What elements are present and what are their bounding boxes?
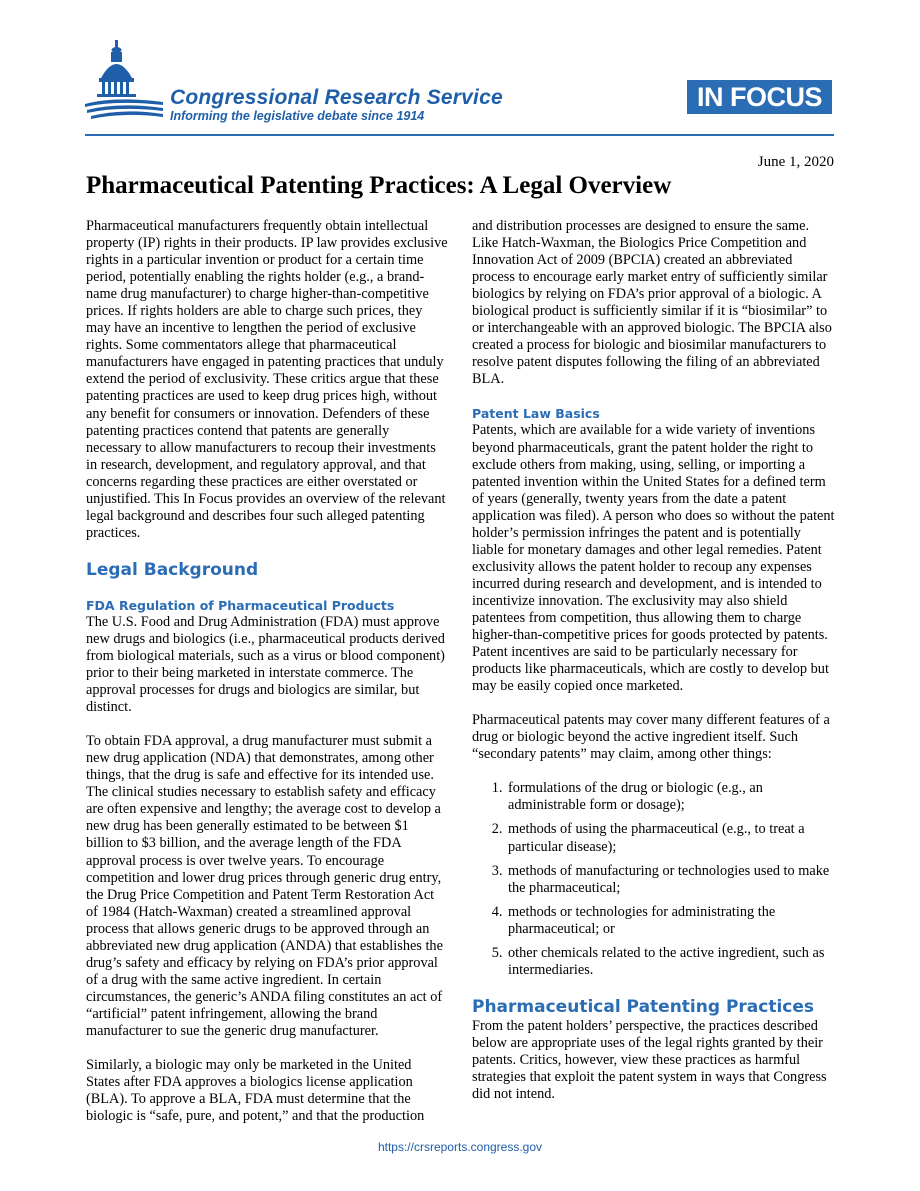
paragraph: From the patent holders’ perspective, the practices described below are appropriate uses of the legal rights granted by their patents. Critics, however, view these practices as harmful strategies that exploit the patent system in ways that Congress did not intend. (472, 1017, 827, 1103)
secondary-patent-list (472, 780, 836, 978)
footer-link[interactable]: https://crsreports.congress.gov (377, 1140, 543, 1154)
org-name: Congressional Research Service (170, 86, 503, 109)
list-item: 1. formulations of the drug or biologic (e.g., an administrable form or dosage); (506, 780, 836, 814)
header-rule (85, 134, 834, 136)
list-item: 4. methods or technologies for administrating the pharmaceutical; or (506, 904, 836, 938)
page-title: Pharmaceutical Patenting Practices: A Legal Overview (86, 172, 672, 199)
org-tagline: Informing the legislative debate since 1914 (170, 109, 425, 123)
list-item: 3. methods of manufacturing or technologies used to make the pharmaceutical; (506, 863, 836, 897)
subsection-heading-patent-law-basics: Patent Law Basics (472, 406, 600, 422)
header (0, 0, 920, 140)
left-column (86, 218, 448, 1142)
section-heading-patenting-practices: Pharmaceutical Patenting Practices (472, 996, 815, 1017)
paragraph: and distribution processes are designed to ensure the same. Like Hatch-Waxman, the Biologics Price Competition and Innovation Act of 2009 (BPCIA) created an abbreviated process to encourage early market entry of sufficiently similar biologics by relying on FDA’s prior approval of a biologic. A biological product is sufficiently similar if it is “biosimilar” to or interchangeable with an approved biologic. The BPCIA also created a process for biologic and biosimilar manufacturers to resolve patent disputes following the filing of an abbreviated BLA. (472, 218, 832, 388)
report-date: June 1, 2020 (757, 154, 834, 170)
capitol-dome-icon (85, 38, 165, 128)
in-focus-badge: IN FOCUS (687, 80, 832, 114)
paragraph: Pharmaceutical patents may cover many different features of a drug or biologic beyond the active ingredient itself. Such “secondary patents” may claim, among other things: (472, 712, 830, 763)
section-heading-legal-background: Legal Background (86, 559, 259, 580)
subsection-heading-fda-regulation: FDA Regulation of Pharmaceutical Products (86, 597, 395, 613)
paragraph: The U.S. Food and Drug Administration (FDA) must approve new drugs and biologics (i.e., pharmaceutical products derived from biological materials, such as a virus or blood component) prior to their being marketed in interstate commerce. The approval processes for drugs and biologics are similar, but distinct. (86, 613, 445, 716)
right-column (472, 218, 836, 1120)
paragraph: To obtain FDA approval, a drug manufacturer must submit a new drug application (NDA) that demonstrates, among other things, that the drug is safe and effective for its intended use. The clinical studies necessary to establish safety and efficacy are often expensive and lengthy; the average cost to develop a new drug has been generally estimated to be between $1 billion to $3 billion, and the average length of the FDA approval process is over twelve years. To encourage competition and lower drug prices through generic drug entry, the Drug Price Competition and Patent Term Restoration Act of 1984 (Hatch-Waxman) created a streamlined approval process that allows generic drugs to be approved through an abbreviated new drug application (ANDA) that establishes the drug’s safety and efficacy by relying on FDA’s prior approval of a drug with the same active ingredient. In certain circumstances, the generic’s ANDA filing constitutes an act of “artificial” patent infringement, allowing the brand manufacturer to sue the generic drug manufacturer. (86, 733, 443, 1039)
intro-paragraph: Pharmaceutical manufacturers frequently obtain intellectual property (IP) rights in their products. IP law provides exclusive rights in a particular invention or product for a certain time period, potentially enabling the rights holder (e.g., a brand-name drug manufacturer) to charge higher-than-competitive prices. If rights holders are able to charge such prices, they may have an incentive to lengthen the period of exclusive rights. Some commentators allege that pharmaceutical manufacturers have engaged in patenting practices that unduly extend the period of exclusivity. These critics argue that these patenting practices are used to keep drug prices high, without any benefit for consumers or innovation. Defenders of these patenting practices contend that patents are generally necessary to allow manufacturers to recoup their investments in research, development, and regulatory approval, and that concerns regarding these practices are either overstated or unjustified. This In Focus provides an overview of the relevant legal background and describes four such alleged patenting practices. (86, 218, 448, 541)
list-item: 5. other chemicals related to the active ingredient, such as intermediaries. (506, 945, 836, 979)
list-item: 2. methods of using the pharmaceutical (e.g., to treat a particular disease); (506, 821, 836, 855)
paragraph: Similarly, a biologic may only be marketed in the United States after FDA approves a biologics license application (BLA). To approve a BLA, FDA must determine that the biologic is “safe, pure, and potent,” and that the production (86, 1057, 425, 1125)
paragraph: Patents, which are available for a wide variety of inventions beyond pharmaceuticals, grant the patent holder the right to exclude others from making, using, selling, or importing a patented invention within the United States for a defined term of years (generally, twenty years from the date a patent application was filed). A person who does so without the patent holder’s permission infringes the patent and is potentially liable for monetary damages and other legal remedies. Patent exclusivity allows the patent holder to recoup any expenses incurred during research and development, and is intended to incentivize innovation. The exclusivity may also shield patentees from competition, thus allowing them to charge higher-than-competitive prices for goods protected by patents. Patent incentives are said to be particularly necessary for products like pharmaceuticals, which are costly to develop but may be easily copied once marketed. (472, 422, 835, 695)
